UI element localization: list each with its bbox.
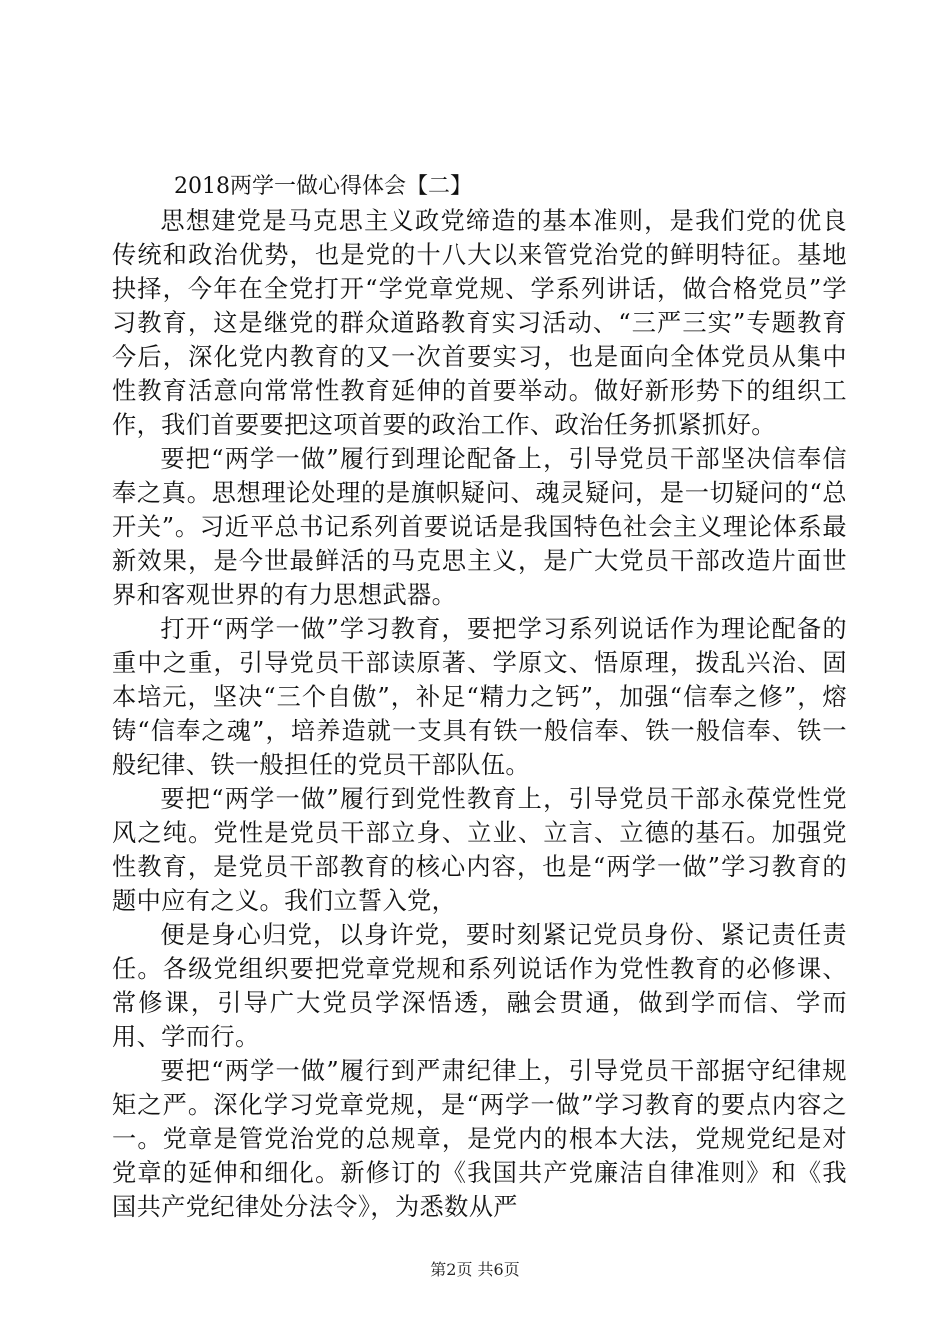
paragraph-3: 打开“两学一做”学习教育，要把学习系列说话作为理论配备的重中之重，引导党员干部读原著、学原文、悟原理，拨乱兴治、固本培元，坚决“三个自傲”，补足“精力之钙”，加强“信奉之修”，熔铸“信奉之魂”，培养造就一支具有铁一般信奉、铁一般信奉、铁一般纪律、铁一般担任的党员干部队伍。: [112, 615, 847, 779]
document-body: [112, 170, 847, 1224]
paragraph-2: 要把“两学一做”履行到理论配备上，引导党员干部坚决信奉信奉之真。思想理论处理的是旗帜疑问、魂灵疑问，是一切疑问的“总开关”。习近平总书记系列首要说话是我国特色社会主义理论体系最新效果，是今世最鲜活的马克思主义，是广大党员干部改造片面世界和客观世界的有力思想武器。: [112, 445, 847, 609]
paragraph-4: 要把“两学一做”履行到党性教育上，引导党员干部永葆党性党风之纯。党性是党员干部立身、立业、立言、立德的基石。加强党性教育，是党员干部教育的核心内容，也是“两学一做”学习教育的题中应有之义。我们立誓入党，: [112, 785, 847, 915]
paragraph-5: 便是身心归党，以身许党，要时刻紧记党员身份、紧记责任责任。各级党组织要把党章党规和系列说话作为党性教育的必修课、常修课，引导广大党员学深悟透，融会贯通，做到学而信、学而用、学而行。: [112, 921, 847, 1051]
document-title: 2018两学一做心得体会【二】: [174, 174, 472, 199]
paragraph-6: 要把“两学一做”履行到严肃纪律上，引导党员干部据守纪律规矩之严。深化学习党章党规，是“两学一做”学习教育的要点内容之一。党章是管党治党的总规章，是党内的根本大法，党规党纪是对党章的延伸和细化。新修订的《我国共产党廉洁自律准则》和《我国共产党纪律处分法令》，为悉数从严: [112, 1057, 847, 1221]
paragraph-1: 思想建党是马克思主义政党缔造的基本准则，是我们党的优良传统和政治优势，也是党的十八大以来管党治党的鲜明特征。基地抉择，今年在全党打开“学党章党规、学系列讲话，做合格党员”学习教育，这是继党的群众道路教育实习活动、“三严三实”专题教育今后，深化党内教育的又一次首要实习，也是面向全体党员从集中性教育活意向常常性教育延伸的首要举动。做好新形势下的组织工作，我们首要要把这项首要的政治工作、政治任务抓紧抓好。: [112, 207, 847, 439]
page-footer: 第2页 共6页: [430, 1260, 520, 1279]
